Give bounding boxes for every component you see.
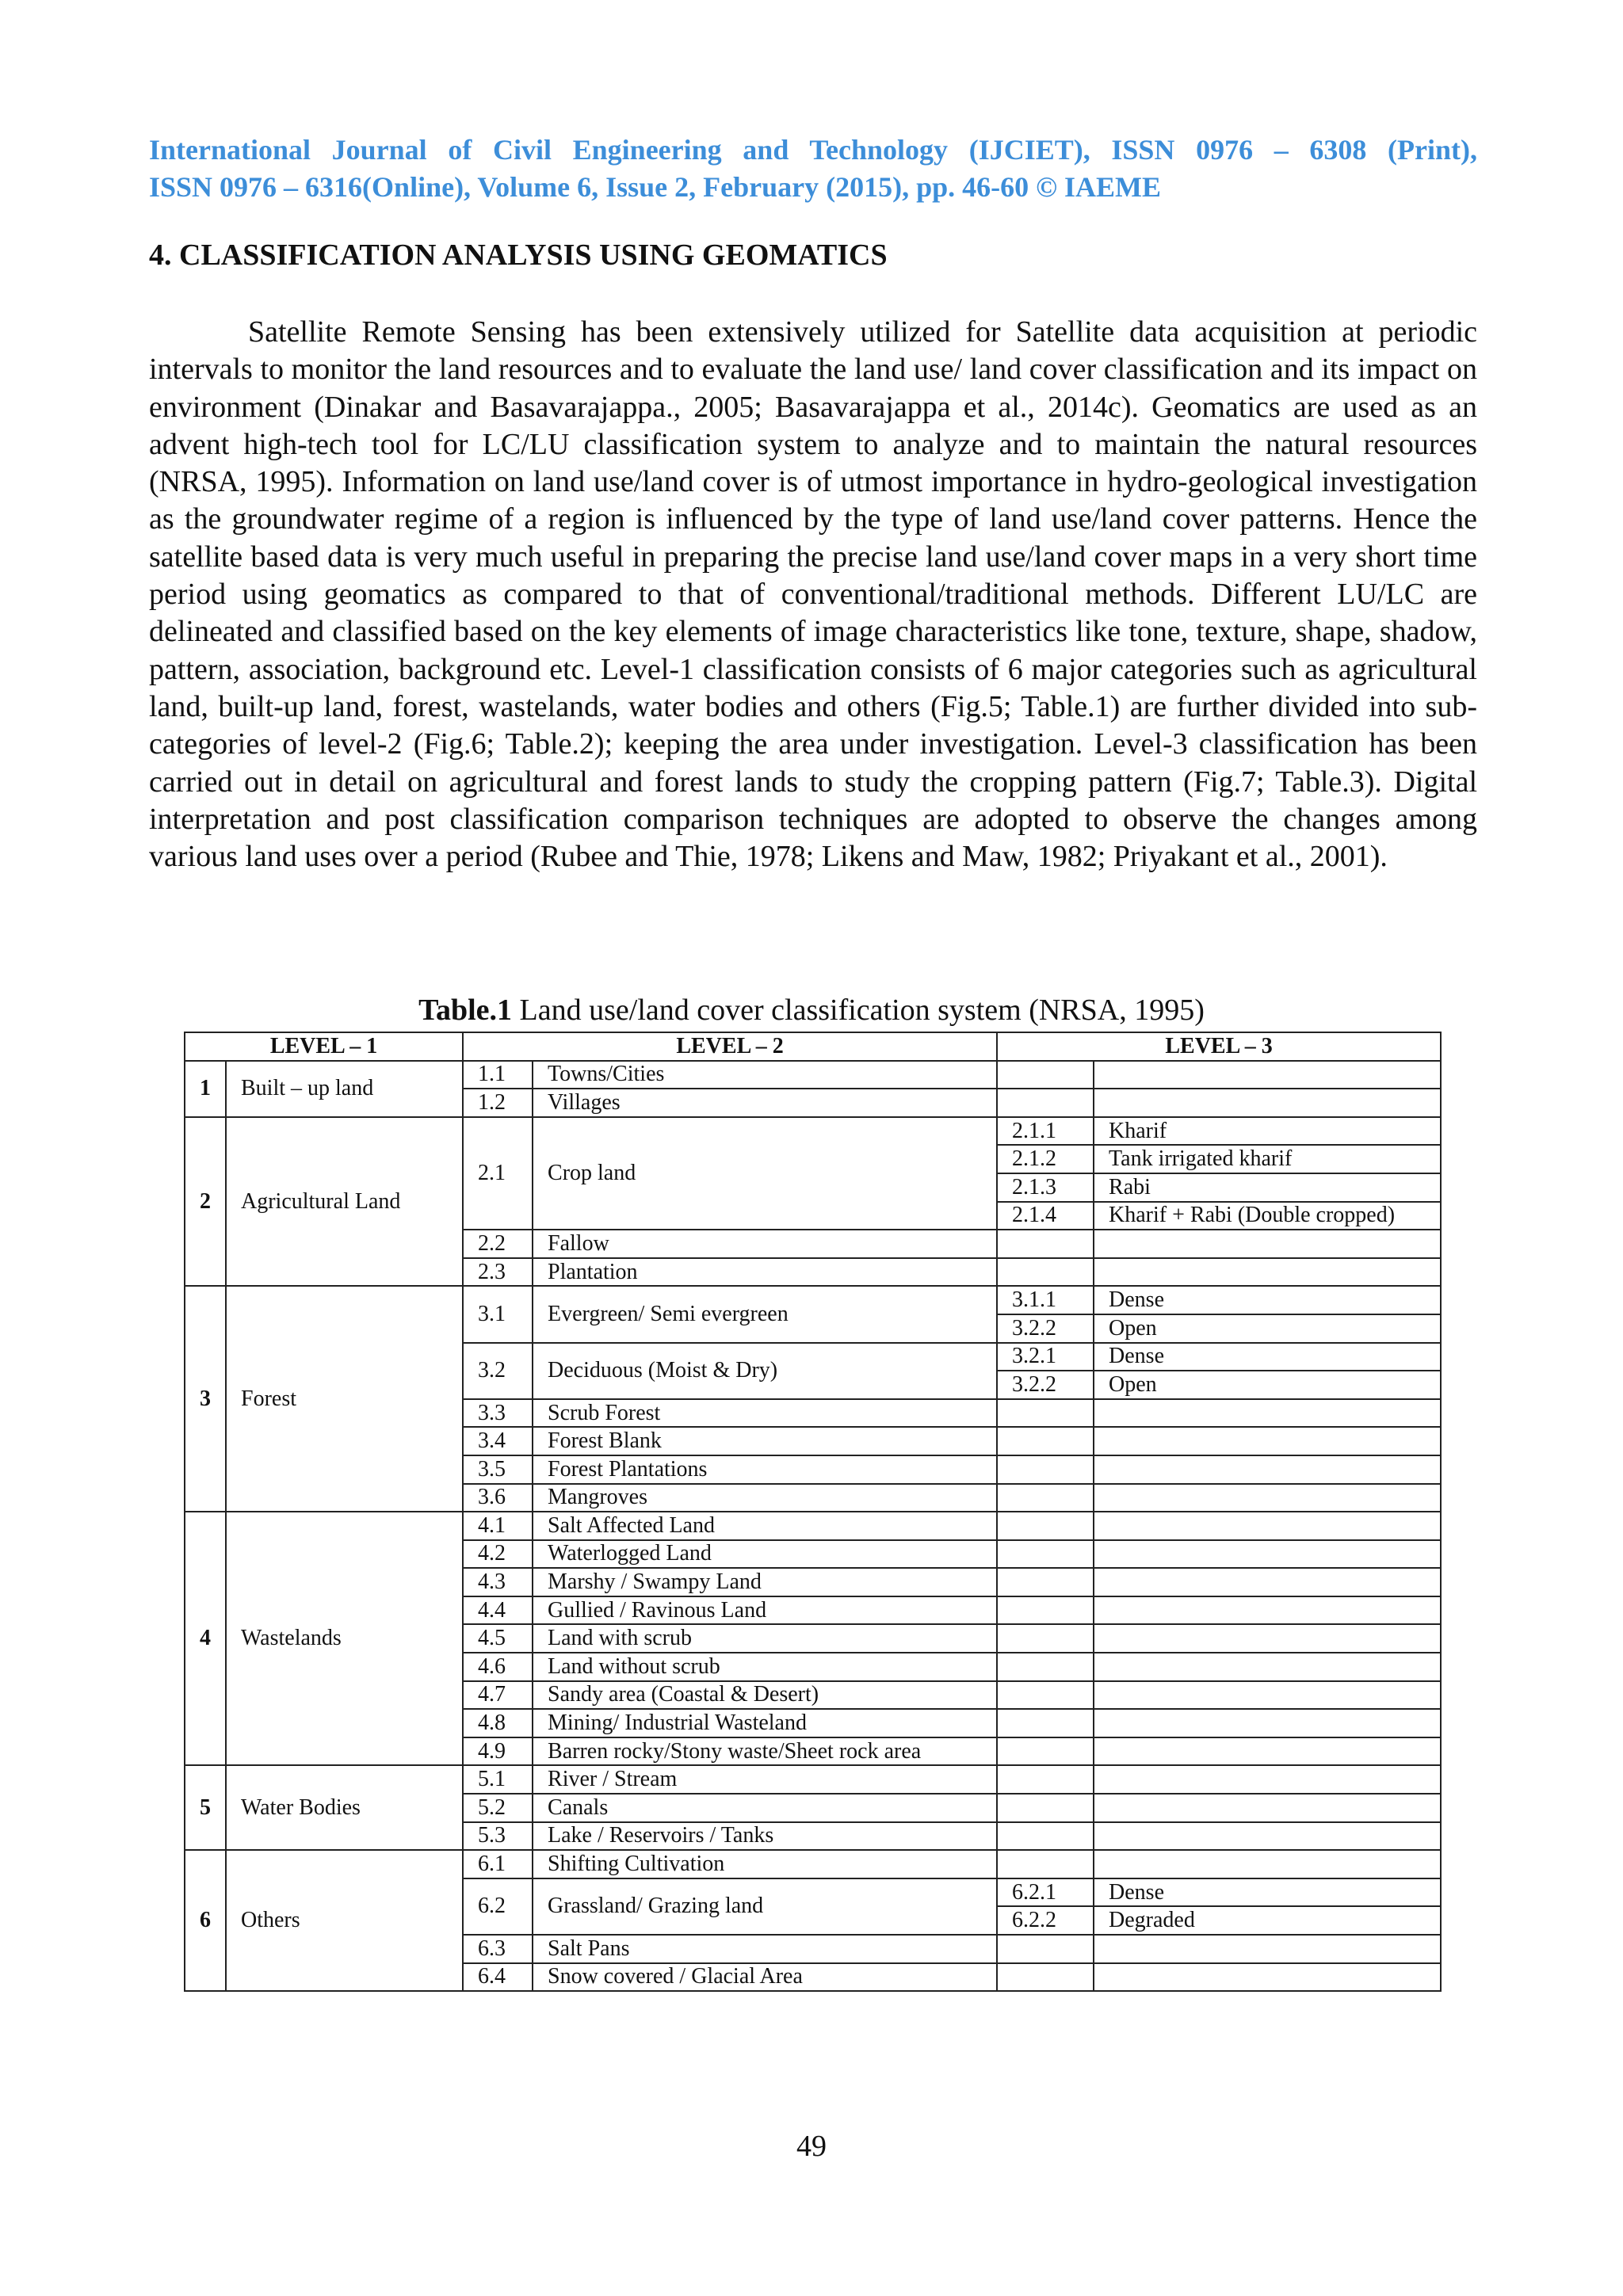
level1-name: Others	[226, 1850, 463, 1991]
table-caption	[0, 993, 1623, 1028]
level1-name: Wastelands	[226, 1512, 463, 1765]
level2-code: 3.6	[463, 1484, 533, 1512]
table-caption-text: Land use/land cover classification system (NRSA, 1995)	[512, 994, 1205, 1027]
table-header-row	[185, 1032, 1441, 1061]
level2-name: Plantation	[533, 1258, 997, 1287]
level3-name: Tank irrigated kharif	[1094, 1145, 1441, 1173]
level3-name	[1094, 1737, 1441, 1766]
level3-name	[1094, 1822, 1441, 1851]
level3-name	[1094, 1963, 1441, 1992]
level2-name: Villages	[533, 1089, 997, 1117]
level2-code: 6.4	[463, 1963, 533, 1992]
level2-name: Fallow	[533, 1230, 997, 1258]
level1-number: 5	[185, 1765, 226, 1850]
level3-name	[1094, 1399, 1441, 1428]
level3-code	[997, 1737, 1094, 1766]
level3-code: 3.2.2	[997, 1371, 1094, 1399]
level2-code: 4.8	[463, 1709, 533, 1737]
header-level-1: LEVEL – 1	[185, 1032, 463, 1061]
level2-code: 3.5	[463, 1455, 533, 1484]
level2-name: Forest Plantations	[533, 1455, 997, 1484]
level3-code	[997, 1596, 1094, 1625]
level2-name: Barren rocky/Stony waste/Sheet rock area	[533, 1737, 997, 1766]
level2-code: 4.6	[463, 1653, 533, 1681]
level3-code	[997, 1061, 1094, 1089]
level3-name	[1094, 1512, 1441, 1540]
level1-number: 6	[185, 1850, 226, 1991]
level2-name: Forest Blank	[533, 1427, 997, 1455]
journal-header-line-2: ISSN 0976 – 6316(Online), Volume 6, Issue 2, February (2015), pp. 46-60 © IAEME	[149, 171, 1161, 203]
level3-name: Degraded	[1094, 1906, 1441, 1935]
level2-name: Salt Pans	[533, 1935, 997, 1963]
level3-code	[997, 1258, 1094, 1287]
level2-name: Marshy / Swampy Land	[533, 1568, 997, 1596]
level2-name: River / Stream	[533, 1765, 997, 1794]
header-level-2: LEVEL – 2	[463, 1032, 997, 1061]
level3-name	[1094, 1258, 1441, 1287]
level3-code: 3.2.2	[997, 1314, 1094, 1343]
level1-number: 4	[185, 1512, 226, 1765]
level3-code	[997, 1681, 1094, 1710]
level3-code	[997, 1709, 1094, 1737]
level3-code	[997, 1089, 1094, 1117]
level3-code	[997, 1484, 1094, 1512]
level3-name	[1094, 1230, 1441, 1258]
level2-code: 3.3	[463, 1399, 533, 1428]
level3-code	[997, 1935, 1094, 1963]
level1-name: Agricultural Land	[226, 1117, 463, 1287]
level3-code	[997, 1540, 1094, 1569]
level3-code: 3.1.1	[997, 1286, 1094, 1314]
level3-name: Dense	[1094, 1286, 1441, 1314]
table-row	[185, 1061, 1441, 1089]
level2-code: 6.2	[463, 1878, 533, 1935]
level2-code: 5.2	[463, 1794, 533, 1822]
level3-code: 6.2.1	[997, 1878, 1094, 1907]
level2-name: Towns/Cities	[533, 1061, 997, 1089]
level3-name	[1094, 1681, 1441, 1710]
level3-code	[997, 1653, 1094, 1681]
level1-name: Forest	[226, 1286, 463, 1512]
level1-number: 2	[185, 1117, 226, 1287]
level3-code	[997, 1455, 1094, 1484]
table-row	[185, 1850, 1441, 1878]
level2-name: Salt Affected Land	[533, 1512, 997, 1540]
level2-code: 4.7	[463, 1681, 533, 1710]
level3-code	[997, 1794, 1094, 1822]
level1-name: Water Bodies	[226, 1765, 463, 1850]
level3-name: Kharif	[1094, 1117, 1441, 1146]
level2-code: 4.5	[463, 1624, 533, 1653]
level2-name: Scrub Forest	[533, 1399, 997, 1428]
level3-code: 6.2.2	[997, 1906, 1094, 1935]
level2-name: Land without scrub	[533, 1653, 997, 1681]
level1-number: 1	[185, 1061, 226, 1117]
level2-name: Sandy area (Coastal & Desert)	[533, 1681, 997, 1710]
level3-name	[1094, 1709, 1441, 1737]
level3-name	[1094, 1624, 1441, 1653]
level3-name	[1094, 1596, 1441, 1625]
level2-code: 4.1	[463, 1512, 533, 1540]
level2-code: 4.4	[463, 1596, 533, 1625]
level1-number: 3	[185, 1286, 226, 1512]
section-title: 4. CLASSIFICATION ANALYSIS USING GEOMATICS	[149, 238, 888, 272]
level3-code	[997, 1963, 1094, 1992]
level3-name	[1094, 1484, 1441, 1512]
level3-code	[997, 1624, 1094, 1653]
level3-name	[1094, 1061, 1441, 1089]
classification-table	[184, 1032, 1442, 1992]
level2-code: 2.1	[463, 1117, 533, 1230]
table-row	[185, 1286, 1441, 1314]
level3-name: Rabi	[1094, 1173, 1441, 1202]
level2-name: Mining/ Industrial Wasteland	[533, 1709, 997, 1737]
level3-code	[997, 1230, 1094, 1258]
level3-code	[997, 1512, 1094, 1540]
header-level-3: LEVEL – 3	[997, 1032, 1441, 1061]
level2-code: 5.3	[463, 1822, 533, 1851]
journal-header	[149, 132, 1477, 206]
level3-name: Open	[1094, 1314, 1441, 1343]
level3-name: Dense	[1094, 1878, 1441, 1907]
level3-code: 3.2.1	[997, 1343, 1094, 1371]
level2-name: Land with scrub	[533, 1624, 997, 1653]
level2-code: 1.2	[463, 1089, 533, 1117]
level3-name: Kharif + Rabi (Double cropped)	[1094, 1202, 1441, 1230]
level3-name	[1094, 1427, 1441, 1455]
body-paragraph: Satellite Remote Sensing has been extensively utilized for Satellite data acquisition at periodic intervals to monitor the land resources and to evaluate the land use/ land cover classification and its impact on environment (Dinakar and Basavarajappa., 2005; Basavarajappa et al., 2014c). Geomatics are used as an advent high-tech tool for LC/LU classification system to analyze and to maintain the natural resources (NRSA, 1995). Information on land use/land cover is of utmost importance in hydro-geological investigation as the groundwater regime of a region is influenced by the type of land use/land cover patterns. Hence the satellite based data is very much useful in preparing the precise land use/land cover maps in a very short time period using geomatics as compared to that of conventional/traditional methods. Different LU/LC are delineated and classified based on the key elements of image characteristics like tone, texture, shape, shadow, pattern, association, background etc. Level-1 classification consists of 6 major categories such as agricultural land, built-up land, forest, wastelands, water bodies and others (Fig.5; Table.1) are further divided into sub-categories of level-2 (Fig.6; Table.2); keeping the area under investigation. Level-3 classification has been carried out in detail on agricultural and forest lands to study the cropping pattern (Fig.7; Table.3). Digital interpretation and post classification comparison techniques are adopted to observe the changes among various land uses over a period (Rubee and Thie, 1978; Likens and Maw, 1982; Priyakant et al., 2001).	[149, 315, 1477, 874]
level3-code	[997, 1850, 1094, 1878]
level2-code: 3.2	[463, 1343, 533, 1399]
level2-name: Evergreen/ Semi evergreen	[533, 1286, 997, 1342]
table-caption-label: Table.1	[418, 994, 513, 1027]
level2-name: Waterlogged Land	[533, 1540, 997, 1569]
level3-name	[1094, 1794, 1441, 1822]
table-row	[185, 1765, 1441, 1794]
level3-name: Open	[1094, 1371, 1441, 1399]
level2-name: Grassland/ Grazing land	[533, 1878, 997, 1935]
level3-code	[997, 1765, 1094, 1794]
level3-code	[997, 1568, 1094, 1596]
level2-name: Deciduous (Moist & Dry)	[533, 1343, 997, 1399]
page-number: 49	[796, 2130, 827, 2163]
level2-code: 4.2	[463, 1540, 533, 1569]
level3-name	[1094, 1935, 1441, 1963]
level2-code: 5.1	[463, 1765, 533, 1794]
level3-code: 2.1.4	[997, 1202, 1094, 1230]
level2-code: 2.2	[463, 1230, 533, 1258]
level3-name	[1094, 1653, 1441, 1681]
level3-code: 2.1.1	[997, 1117, 1094, 1146]
level2-name: Snow covered / Glacial Area	[533, 1963, 997, 1992]
level3-name	[1094, 1540, 1441, 1569]
level2-name: Lake / Reservoirs / Tanks	[533, 1822, 997, 1851]
level3-name	[1094, 1089, 1441, 1117]
level2-code: 6.1	[463, 1850, 533, 1878]
level2-code: 1.1	[463, 1061, 533, 1089]
journal-header-line-1: International Journal of Civil Engineering and Technology (IJCIET), ISSN 0976 – 6308 (Print),	[149, 134, 1477, 166]
level3-code: 2.1.2	[997, 1145, 1094, 1173]
level2-code: 6.3	[463, 1935, 533, 1963]
level2-code: 4.3	[463, 1568, 533, 1596]
level1-name: Built – up land	[226, 1061, 463, 1117]
level2-name: Gullied / Ravinous Land	[533, 1596, 997, 1625]
level3-name	[1094, 1850, 1441, 1878]
table-row	[185, 1117, 1441, 1146]
table-row	[185, 1512, 1441, 1540]
level2-code: 2.3	[463, 1258, 533, 1287]
level2-name: Shifting Cultivation	[533, 1850, 997, 1878]
level2-name: Canals	[533, 1794, 997, 1822]
level3-code	[997, 1822, 1094, 1851]
level3-code: 2.1.3	[997, 1173, 1094, 1202]
level3-code	[997, 1399, 1094, 1428]
level3-code	[997, 1427, 1094, 1455]
level3-name	[1094, 1455, 1441, 1484]
level3-name	[1094, 1568, 1441, 1596]
level2-name: Crop land	[533, 1117, 997, 1230]
level2-code: 4.9	[463, 1737, 533, 1766]
level3-name	[1094, 1765, 1441, 1794]
level2-code: 3.4	[463, 1427, 533, 1455]
level3-name: Dense	[1094, 1343, 1441, 1371]
level2-code: 3.1	[463, 1286, 533, 1342]
level2-name: Mangroves	[533, 1484, 997, 1512]
